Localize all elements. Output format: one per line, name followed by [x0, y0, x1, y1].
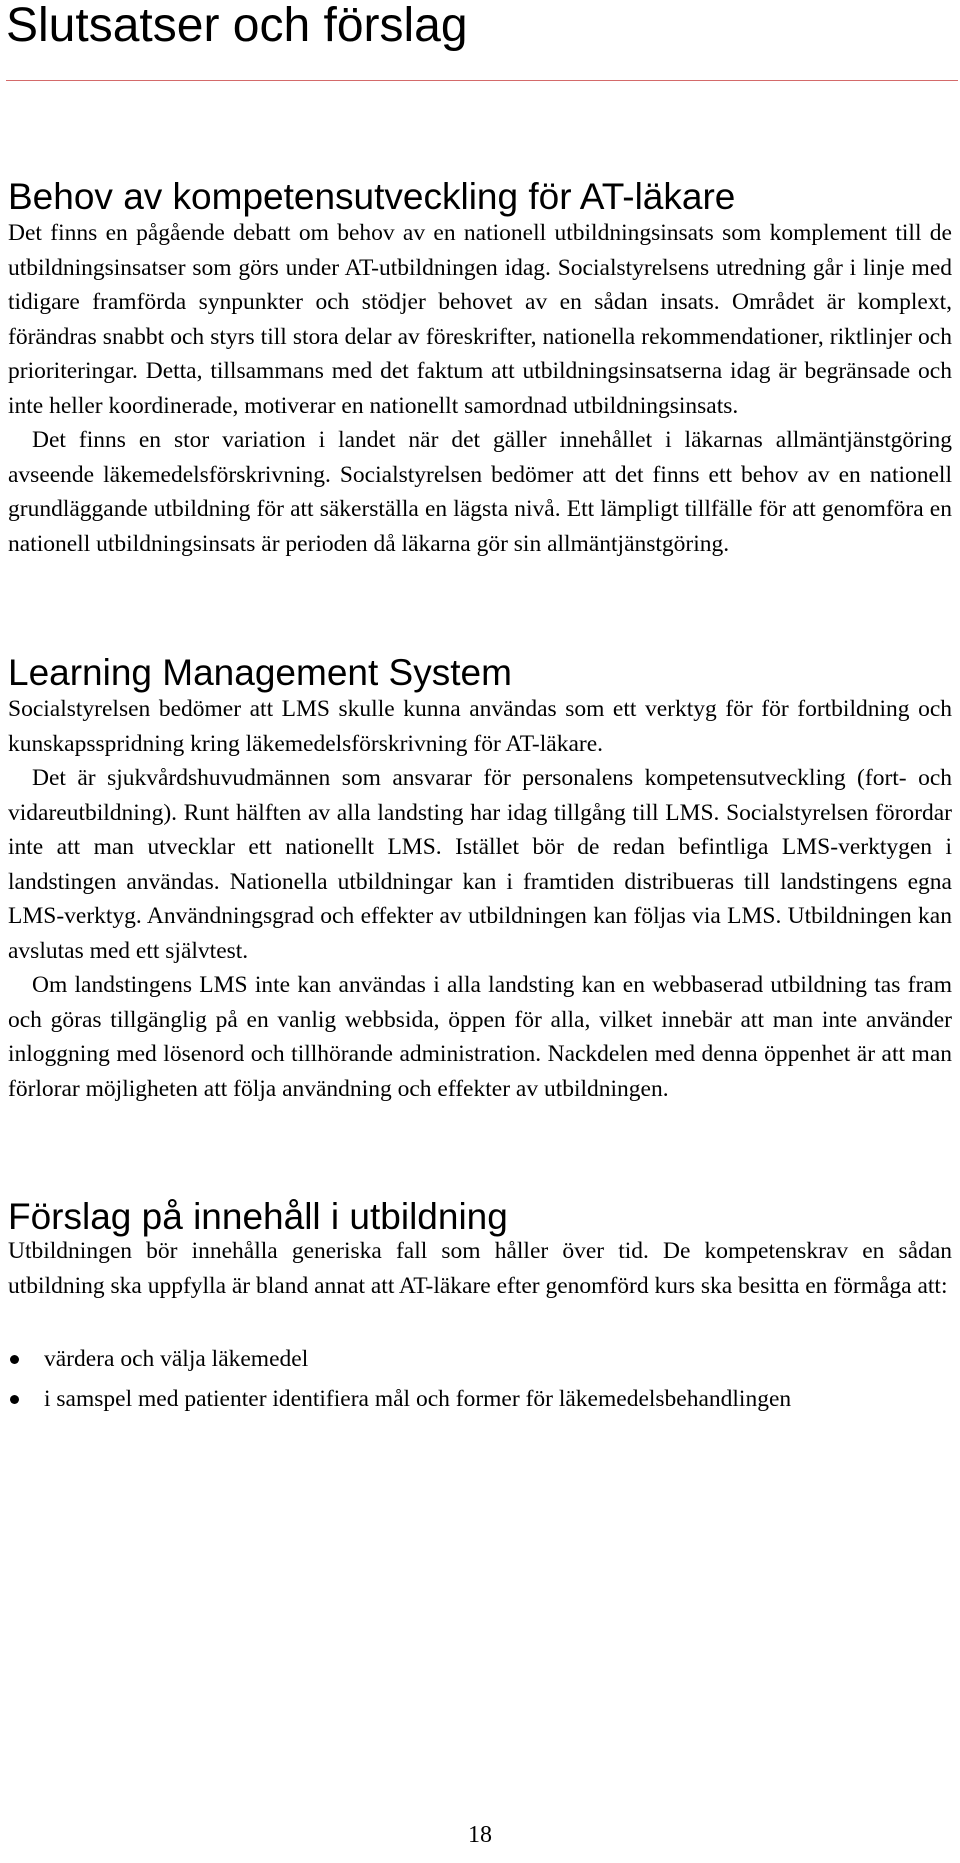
section-body-competence	[8, 216, 952, 561]
bullet-list	[8, 1342, 952, 1416]
section-body-proposal	[8, 1234, 952, 1303]
section-body-lms	[8, 692, 952, 1106]
page-title: Slutsatser och förslag	[6, 0, 468, 52]
section-heading-competence: Behov av kompetensutveckling för AT-läkare	[8, 176, 736, 217]
paragraph: Om landstingens LMS inte kan användas i alla landsting kan en webbaserad utbildning tas fram och göras tillgänglig på en vanlig webbsida, öppen för alla, vilket innebär att man inte använder inloggning med lösenord och tillhörande administration. Nackdelen med denna öppenhet är att man förlorar möjligheten att följa användning och effekter av utbildningen.	[8, 972, 952, 1102]
list-item-text: värdera och välja läkemedel	[44, 1346, 309, 1372]
section-heading-proposal: Förslag på innehåll i utbildning	[8, 1196, 508, 1237]
section-heading-lms: Learning Management System	[8, 652, 512, 693]
title-divider	[6, 80, 958, 81]
list-item	[8, 1382, 952, 1417]
paragraph: Det finns en pågående debatt om behov av en nationell utbildningsinsats som komplement till de utbildningsinsatser som görs under AT-utbildningen idag. Socialstyrelsens utredning går i linje med tidigare framförda synpunkter och stödjer behovet av en sådan insats. Området är komplext, förändras snabbt och styrs till stora delar av föreskrifter, nationella rekommendationer, riktlinjer och prioriteringar. Detta, tillsammans med det faktum att utbildningsinsatserna idag är begränsade och inte heller koordinerade, motiverar en nationellt samordnad utbildningsinsats.	[8, 220, 952, 419]
paragraph: Det finns en stor variation i landet när det gäller innehållet i läkarnas allmäntjänstgöring avseende läkemedelsförskrivning. Socialstyrelsen bedömer att det finns ett behov av en nationell grundläggande utbildning för att säkerställa en lägsta nivå. Ett lämpligt tillfälle för att genomföra en nationell utbildningsinsats är perioden då läkarna gör sin allmäntjänstgöring.	[8, 427, 952, 557]
list-item-text: i samspel med patienter identifiera mål och former för läkemedelsbehandlingen	[44, 1385, 792, 1412]
list-item	[8, 1342, 952, 1377]
bullet-icon	[10, 1355, 19, 1364]
paragraph: Socialstyrelsen bedömer att LMS skulle kunna användas som ett verktyg för för fortbildning och kunskapsspridning kring läkemedelsförskrivning för AT-läkare.	[8, 696, 952, 757]
paragraph: Det är sjukvårdshuvudmännen som ansvarar för personalens kompetensutveckling (fort- och vidareutbildning). Runt hälften av alla landsting har idag tillgång till LMS. Socialstyrelsen förordar inte att man utvecklar ett nationellt LMS. Istället bör de redan befintliga LMS-verktygen i landstingen användas. Nationella utbildningar kan i framtiden distribueras till landstingens egna LMS-verktyg. Användningsgrad och effekter av utbildningen kan följas via LMS. Utbildningen kan avslutas med ett självtest.	[8, 765, 952, 964]
page-number: 18	[468, 1822, 492, 1848]
paragraph: Utbildningen bör innehålla generiska fall som håller över tid. De kompetenskrav en sådan utbildning ska uppfylla är bland annat att AT-läkare efter genomförd kurs ska besitta en förmåga att:	[8, 1238, 952, 1299]
bullet-icon	[10, 1395, 19, 1404]
